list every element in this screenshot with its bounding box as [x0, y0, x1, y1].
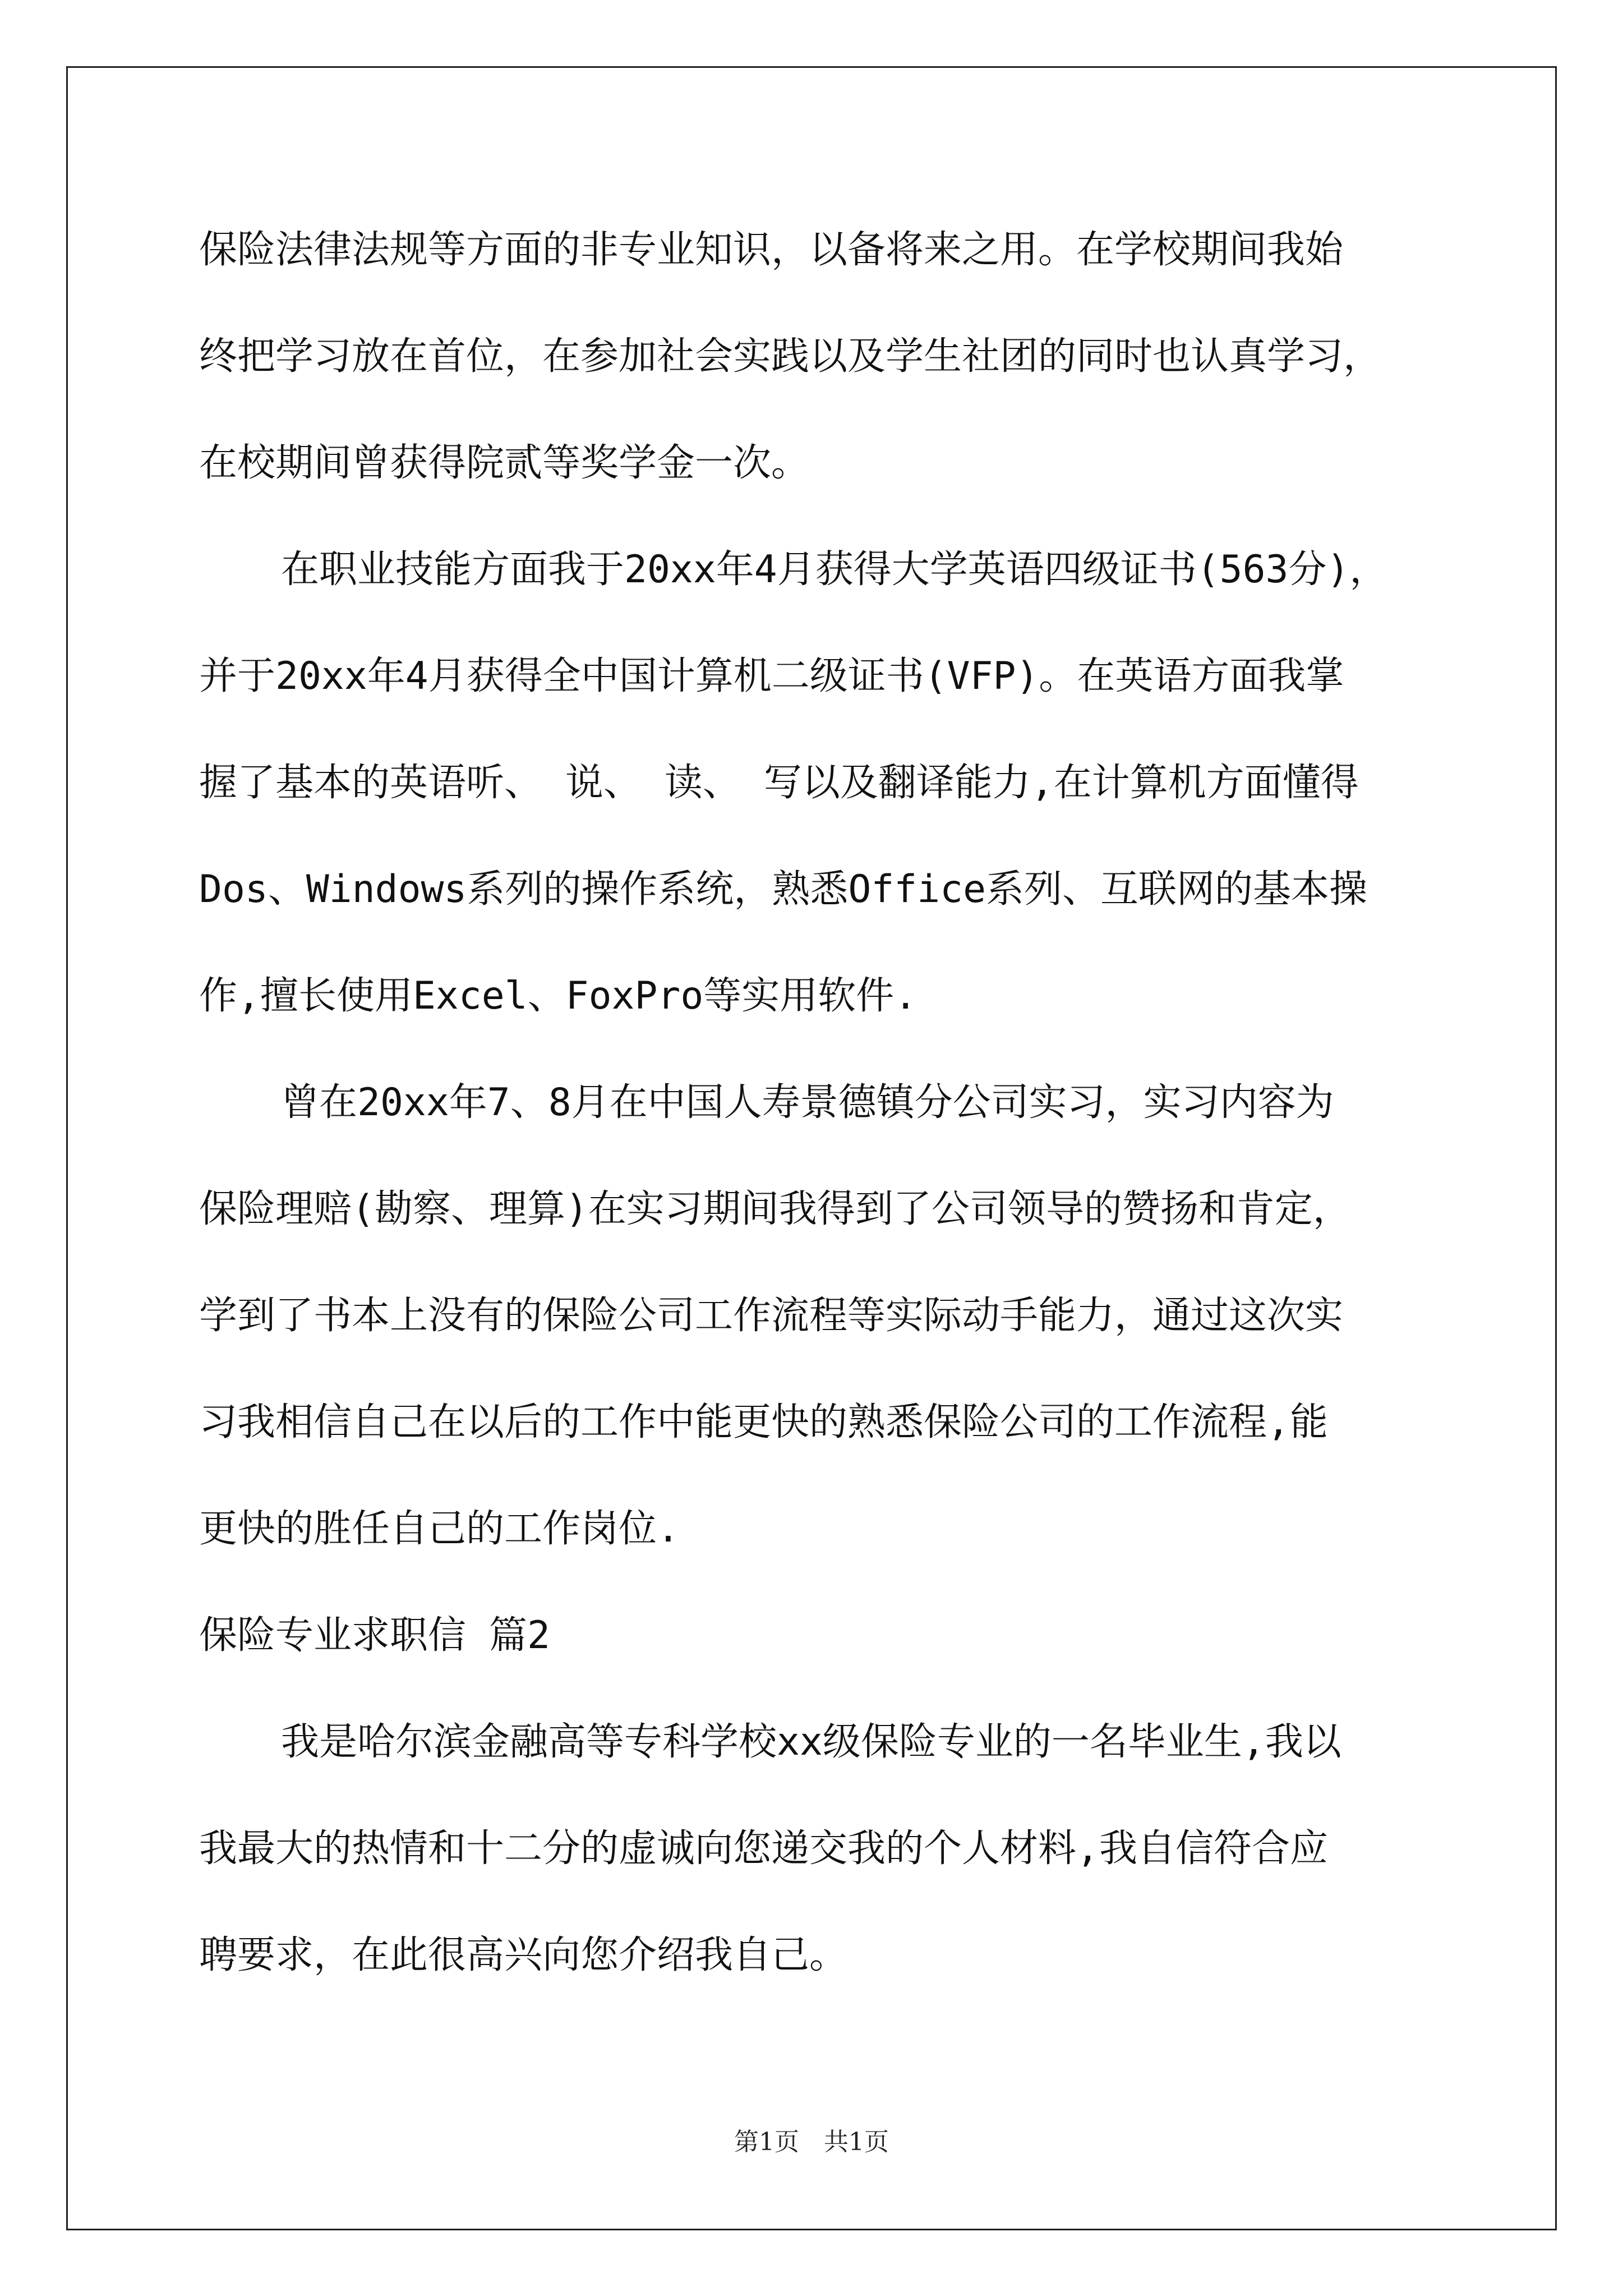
document-body	[199, 217, 1433, 2028]
text-line: 在职业技能方面我于20xx年4月获得大学英语四级证书(563分)，	[281, 547, 1388, 592]
page-number: 第1页 共1页	[734, 2128, 889, 2156]
text-line: 握了基本的英语听、 说、 读、 写以及翻译能力,在计算机方面懂得	[199, 761, 1359, 805]
text-line: 习我相信自己在以后的工作中能更快的熟悉保险公司的工作流程,能	[199, 1400, 1328, 1444]
text-line: 我最大的热情和十二分的虚诚向您递交我的个人材料,我自信符合应	[199, 1826, 1328, 1871]
text-line: 聘要求，在此很高兴向您介绍我自己。	[199, 1933, 848, 1977]
text-line: 我是哈尔滨金融高等专科学校xx级保险专业的一名毕业生,我以	[281, 1720, 1341, 1764]
section-heading: 保险专业求职信 篇2	[199, 1613, 550, 1658]
text-line: 学到了书本上没有的保险公司工作流程等实际动手能力，通过这次实	[199, 1294, 1344, 1338]
text-line: 保险理赔(勘察、理算)在实习期间我得到了公司领导的赞扬和肯定，	[199, 1187, 1351, 1231]
text-line: 更快的胜任自己的工作岗位.	[199, 1507, 680, 1551]
text-line: 保险法律法规等方面的非专业知识，以备将来之用。在学校期间我始	[199, 228, 1344, 272]
text-line: 并于20xx年4月获得全中国计算机二级证书(VFP)。在英语方面我掌	[199, 654, 1344, 698]
text-line: 作,擅长使用Excel、FoxPro等实用软件.	[199, 974, 917, 1018]
text-line: 终把学习放在首位，在参加社会实践以及学生社团的同时也认真学习，	[199, 334, 1382, 379]
text-line: Dos、Windows系列的操作系统，熟悉Office系列、互联网的基本操	[199, 867, 1368, 912]
text-line: 在校期间曾获得院贰等奖学金一次。	[199, 441, 810, 485]
text-line: 曾在20xx年7、8月在中国人寿景德镇分公司实习，实习内容为	[281, 1080, 1334, 1125]
